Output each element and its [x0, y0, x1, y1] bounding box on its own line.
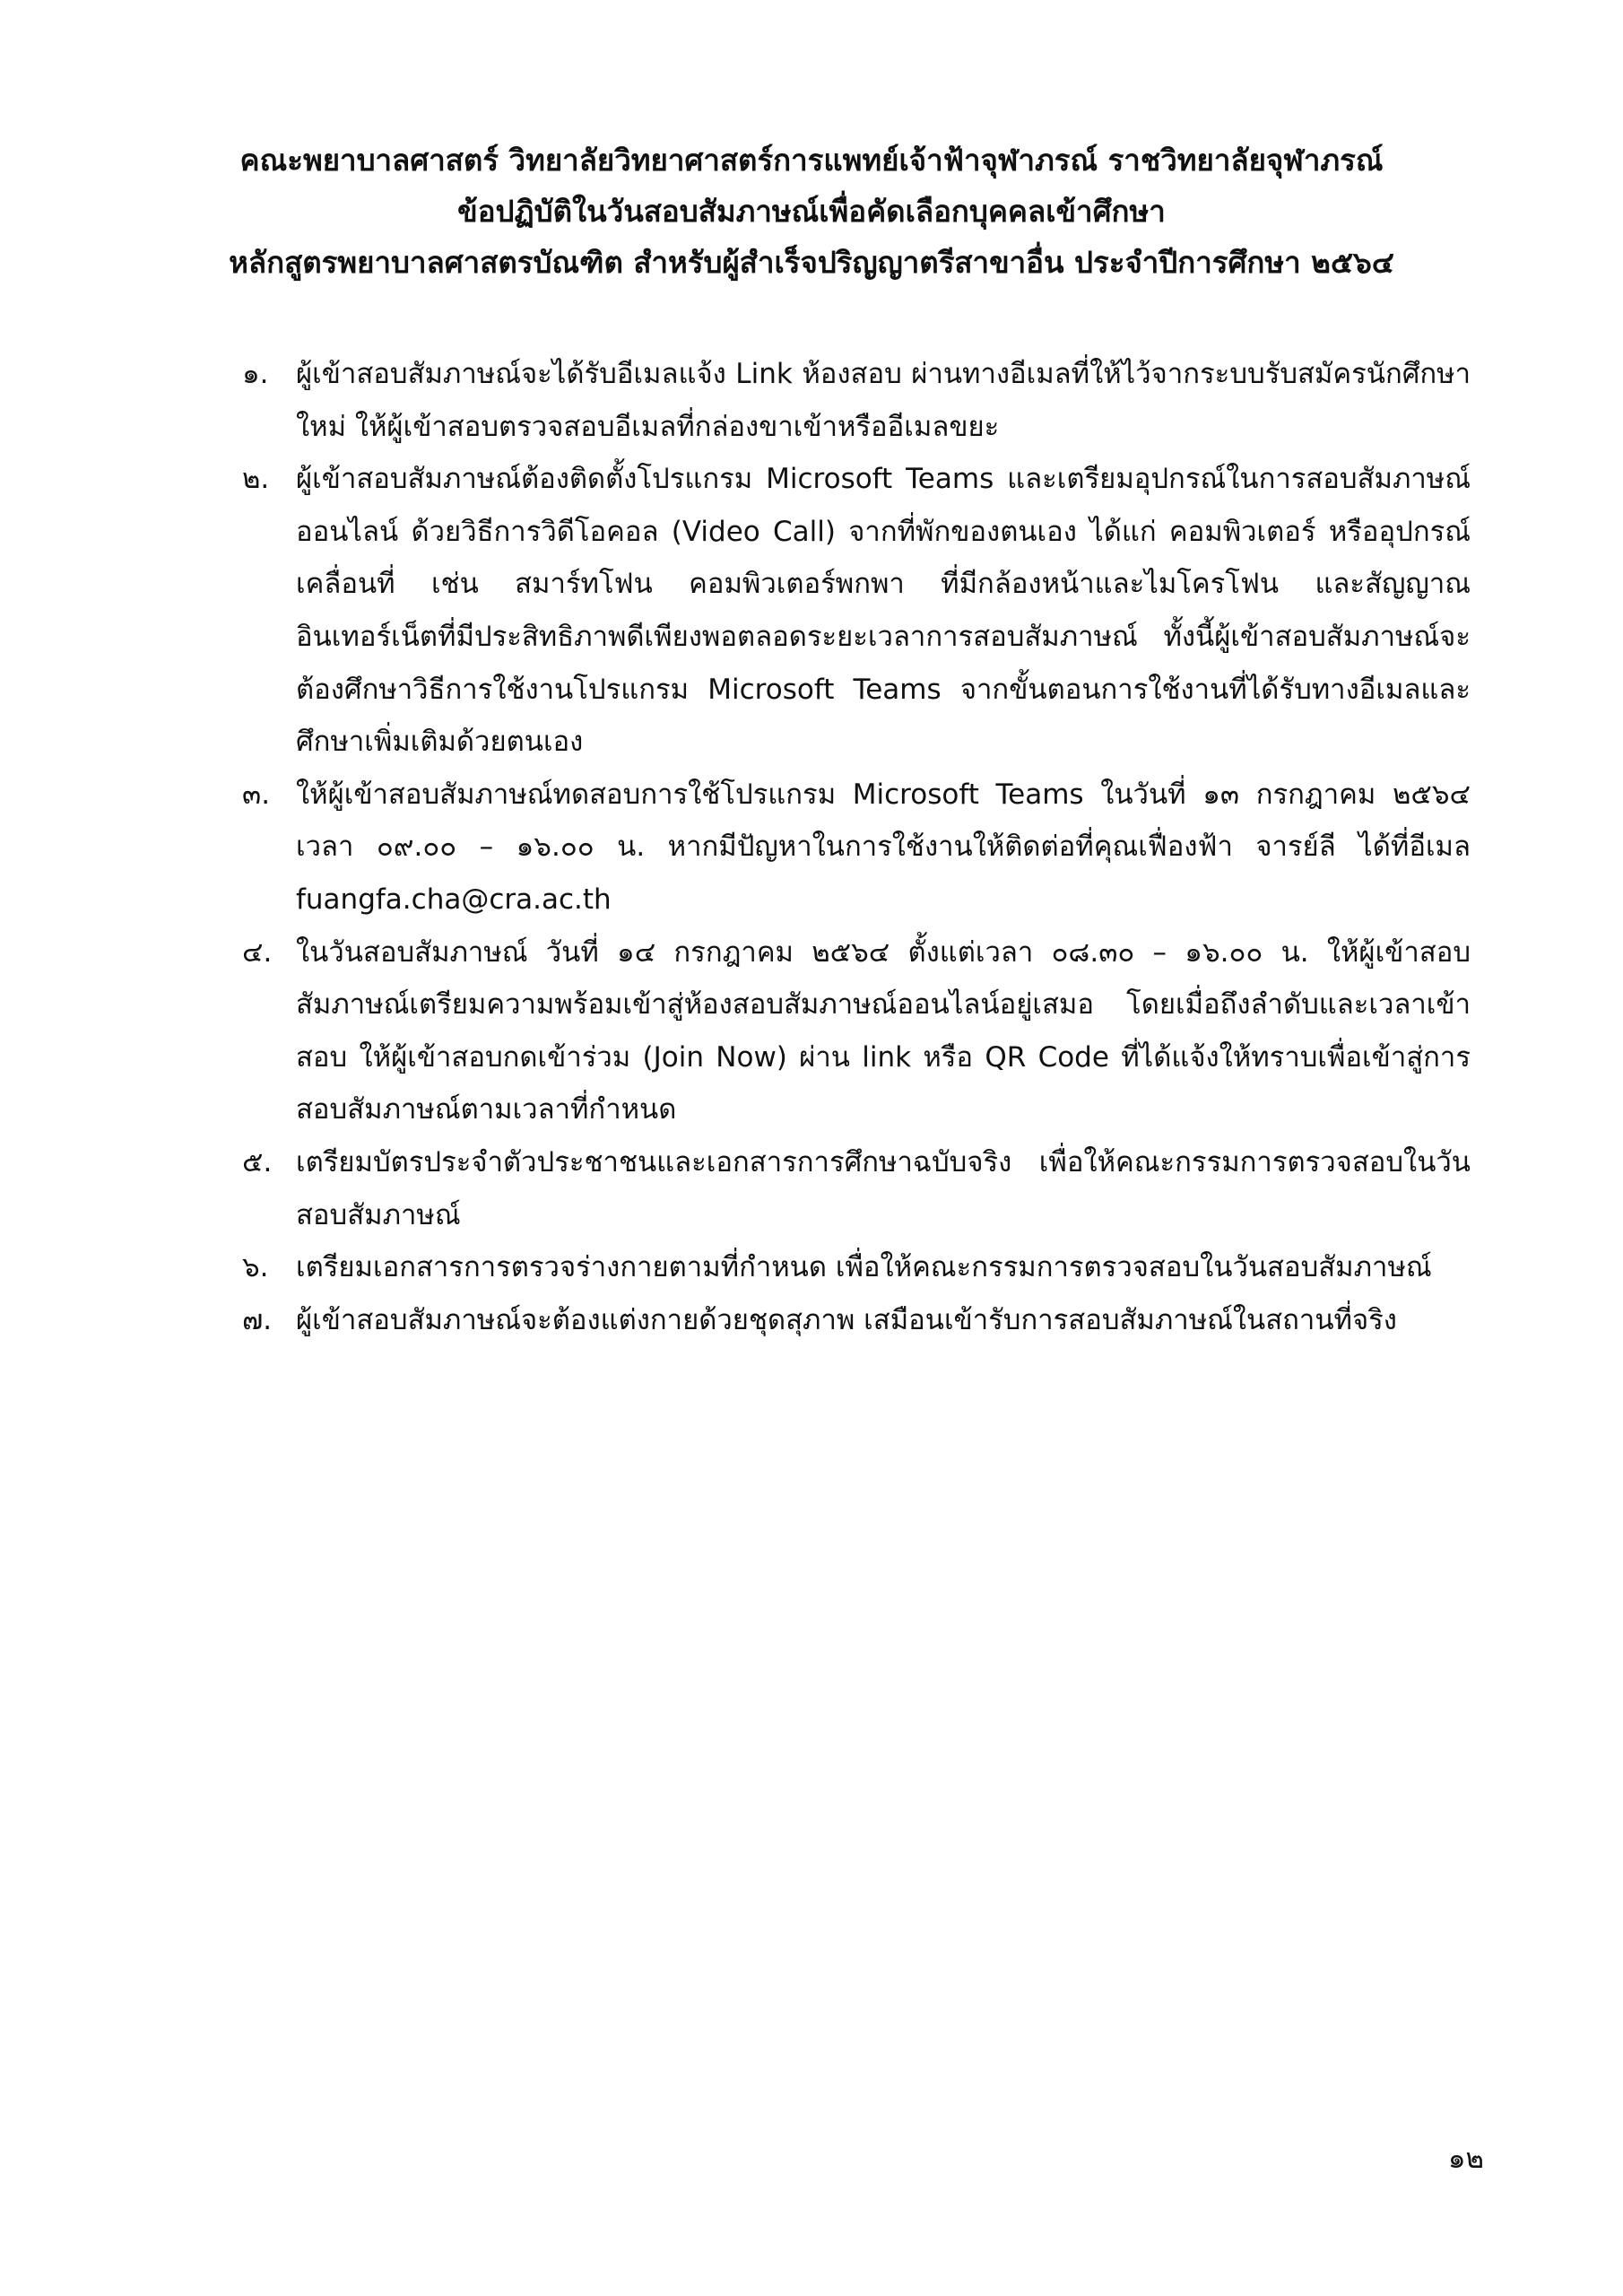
item-text: ให้ผู้เข้าสอบสัมภาษณ์ทดสอบการใช้โปรแกรม Microsoft Teams ในวันที่ ๑๓ กรกฎาคม ๒๕๖๔ เวลา ๐๙.๐๐ – ๑๖.๐๐ น. หากมีปัญหาในการใช้งานให้ติดต่อที่คุณเฟื่องฟ้า จารย์ลี ได้ที่อีเมล fuangfa.cha@cra.ac.th — [296, 778, 1471, 916]
item-number: ๓. — [242, 778, 271, 811]
list-item — [242, 1241, 1471, 1294]
list-item — [242, 1136, 1471, 1241]
list-item — [242, 1294, 1471, 1347]
item-text: ผู้เข้าสอบสัมภาษณ์จะได้รับอีเมลแจ้ง Link ห้องสอบ ผ่านทางอีเมลที่ให้ไว้จากระบบรับสมัครนักศึกษาใหม่ ให้ผู้เข้าสอบตรวจสอบอีเมลที่กล่องขาเข้าหรืออีเมลขยะ — [296, 358, 1471, 443]
list-item — [242, 769, 1471, 926]
item-number: ๒. — [242, 463, 270, 496]
item-text: เตรียมบัตรประจำตัวประชาชนและเอกสารการศึกษาฉบับจริง เพื่อให้คณะกรรมการตรวจสอบในวันสอบสัมภาษณ์ — [296, 1145, 1471, 1231]
item-number: ๔. — [242, 935, 273, 969]
list-item — [242, 453, 1471, 769]
item-number: ๕. — [242, 1145, 273, 1178]
page-number: ๑๒ — [1447, 2143, 1484, 2175]
item-number: ๑. — [242, 358, 269, 390]
item-text: ผู้เข้าสอบสัมภาษณ์จะต้องแต่งกายด้วยชุดสุภาพ เสมือนเข้ารับการสอบสัมภาษณ์ในสถานที่จริง — [296, 1303, 1397, 1336]
item-number: ๖. — [242, 1251, 269, 1284]
item-number: ๗. — [242, 1303, 273, 1336]
list-item — [242, 348, 1471, 453]
document-title: ข้อปฏิบัติในวันสอบสัมภาษณ์เพื่อคัดเลือกบุคคลเข้าศึกษา — [457, 194, 1166, 229]
instruction-list — [242, 348, 1471, 1346]
faculty-title: คณะพยาบาลศาสตร์ วิทยาลัยวิทยาศาสตร์การแพทย์เจ้าฟ้าจุฬาภรณ์ ราชวิทยาลัยจุฬาภรณ์ — [239, 143, 1384, 178]
document-header — [161, 135, 1462, 288]
list-item — [242, 926, 1471, 1136]
item-text: ผู้เข้าสอบสัมภาษณ์ต้องติดตั้งโปรแกรม Microsoft Teams และเตรียมอุปกรณ์ในการสอบสัมภาษณ์ออนไลน์ ด้วยวิธีการวิดีโอคอล (Video Call) จากที่พักของตนเอง ได้แก่ คอมพิวเตอร์ หรืออุปกรณ์เคลื่อนที่ เช่น สมาร์ทโฟน คอมพิวเตอร์พกพา ที่มีกล้องหน้าและไมโครโฟน และสัญญาณอินเทอร์เน็ตที่มีประสิทธิภาพดีเพียงพอตลอดระยะเวลาการสอบสัมภาษณ์ ทั้งนี้ผู้เข้าสอบสัมภาษณ์จะต้องศึกษาวิธีการใช้งานโปรแกรม Microsoft Teams จากขั้นตอนการใช้งานที่ได้รับทางอีเมลและศึกษาเพิ่มเติมด้วยตนเอง — [296, 463, 1471, 759]
item-text: เตรียมเอกสารการตรวจร่างกายตามที่กำหนด เพื่อให้คณะกรรมการตรวจสอบในวันสอบสัมภาษณ์ — [296, 1251, 1432, 1284]
program-title: หลักสูตรพยาบาลศาสตรบัณฑิต สำหรับผู้สำเร็จปริญญาตรีสาขาอื่น ประจำปีการศึกษา ๒๕๖๔ — [229, 245, 1394, 280]
item-text: ในวันสอบสัมภาษณ์ วันที่ ๑๔ กรกฎาคม ๒๕๖๔ ตั้งแต่เวลา ๐๘.๓๐ – ๑๖.๐๐ น. ให้ผู้เข้าสอบสัมภาษณ์เตรียมความพร้อมเข้าสู่ห้องสอบสัมภาษณ์ออนไลน์อยู่เสมอ โดยเมื่อถึงลำดับและเวลาเข้าสอบ ให้ผู้เข้าสอบกดเข้าร่วม (Join Now) ผ่าน link หรือ QR Code ที่ได้แจ้งให้ทราบเพื่อเข้าสู่การสอบสัมภาษณ์ตามเวลาที่กำหนด — [296, 935, 1471, 1126]
